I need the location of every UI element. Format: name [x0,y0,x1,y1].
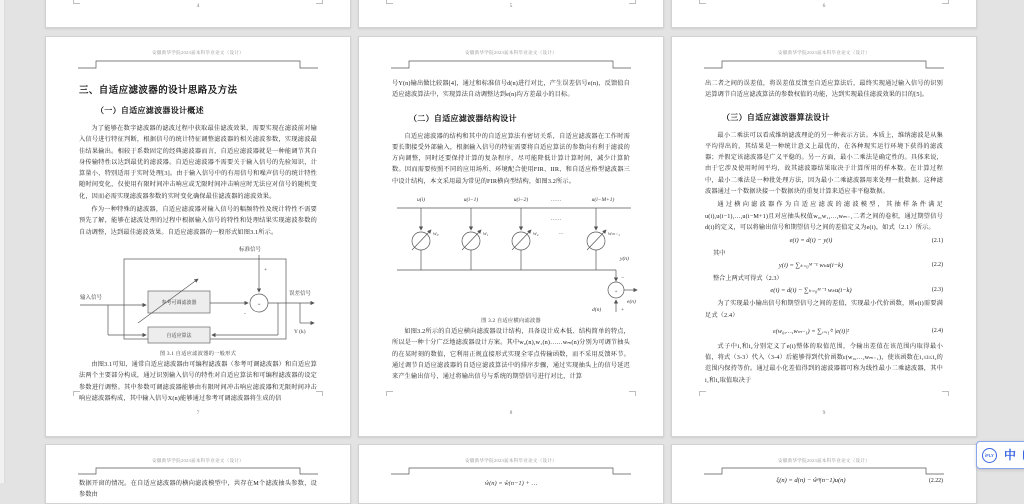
input-signal-label: 输入信号 [80,294,103,301]
formula: e(i) = d(i) − y(i) [789,237,833,245]
ime-chinese-mode-button[interactable]: 中 [1004,448,1017,462]
page-10-top[interactable] [45,444,351,504]
weight-w2-label: w₂ [533,231,539,238]
dots-mid: …… [550,216,562,223]
plus-sign: + [621,307,625,314]
formula: y(i) = ∑ₖ₌₀ᴹ⁻¹ wₖu(i−k) [778,262,844,270]
minus-sign: − [621,275,625,282]
text-boundary-mark [73,0,80,4]
page-header: 安徽新华学院2023届本科毕业论文（设计） [465,458,557,463]
page-11-top[interactable] [358,444,664,504]
reference-signal-label: 标准信号 [238,246,262,253]
page-header: 安徽新华学院2023届本科毕业论文（设计） [778,458,870,463]
equation-2-4[interactable] [705,327,943,335]
weight-wM-label: wₘ₋₁ [608,231,620,238]
formula-fragment[interactable]: ŵ(n) = ŵ(n−1) + … [484,480,538,486]
text-boundary-mark [942,0,949,4]
text-boundary-mark [316,0,323,4]
adjustable-filter-box-label: 参考可调滤波器 [161,300,197,306]
text-boundary-mark [386,391,393,396]
page-number: 8 [509,410,513,416]
section-heading[interactable]: （二）自适应滤波器结构设计 [409,113,517,123]
equation-number: (2.22) [928,477,943,484]
paragraph[interactable]: 如图3.2所示的自适应横向滤波器设计结构，具备设计成本低、结构简单的特点，所以是一种十分广泛地滤波器设计方案。其中w₀(n),w₁(n)……wₘ(n)分别为可调节抽头的在某时刻的数值，它利用正规直接形式实现全零点传输函数，而不采用反馈环节。通过调节自适应滤波器的自适应滤波算法中的排序步骤，通过实现抽头上的信号延迟来产生输出信号，通过将输出信号与系统的期望信号进行对比，计算 [392,328,630,381]
page-number: 5 [509,3,513,9]
formula: ε(w₀,…,wₘ₋₁) = ∑ᵢ₌ᵢ₁ⁱ² |e(i)|² [773,327,849,335]
y-n-label: y(n) [620,256,629,263]
tap-uM-label: u(i−M+1) [591,197,615,204]
page-7[interactable] [45,36,351,437]
e-n-label: e(n) [627,299,636,306]
text-boundary-mark [942,391,949,396]
figure-3-2-transversal-filter-diagram[interactable] [391,192,636,314]
inline-text[interactable]: 整合上两式可得式（2.3） [713,275,783,283]
page-header: 安徽新华学院2023届本科毕业论文（设计） [152,458,244,463]
page-4-bottom[interactable] [45,0,351,28]
page-6-bottom[interactable] [671,0,977,28]
error-signal-label: 误差信号 [289,290,312,297]
tap-dots: …… [550,197,562,204]
paragraph[interactable]: 通过横向滤波器作为自适应滤波的滤波模型，其抽样条件满足u(i),u(i−1),…,u(i−M+1)且对应抽头权值w₀,w₁,…,wₘ₋₁二者之间的卷积，通过期望信号d(i)的定义，可以将输出信号和期望信号之间的差值定义为e(i)，如式（2.1）所示。 [705,201,943,231]
dots-low: … [558,230,564,237]
inline-text[interactable]: 其中 [713,250,726,258]
page-12-top[interactable] [671,444,977,504]
figure-3-1-adaptive-filter-diagram[interactable] [78,243,318,347]
paragraph[interactable]: 号Y(n)输出做比较器[4]，通过和标准信号d(n)进行对比，产生误差信号e(n)，反馈值自适应滤波算法中，实现算法自动调整达到e(n)均方差最小的目标。 [392,80,630,99]
page-number: 4 [196,3,200,9]
paragraph[interactable]: 为了实现最小输出信号和期望信号之间的差值，实现最小代价函数，则e(i)需要满足式（2.4） [705,300,943,319]
header-rule [78,466,318,476]
weight-w1-label: w₁ [483,231,489,238]
summing-node: + [257,301,261,308]
text-boundary-mark [629,391,636,396]
header-rule [704,58,944,72]
ime-logo-text: iFLY [985,452,994,458]
paragraph[interactable]: 由图3.1可知，通常自适应滤波器由可编程滤波器（参考可调滤波器）和自适应算法两个主要部分构成，通过识别输入信号的特性对自适应算法和可编程滤波器的设定参数进行调整。其中参数可调滤波器能够由有限时间冲击响应滤波器和无限时间冲击响应滤波器构成，其中输入信号X(n)能够通过参考可调滤波器将生成的信 [79,360,317,402]
equation-2-1[interactable] [705,237,943,244]
paragraph[interactable]: 最小二乘法可以看成维纳滤波理论的另一种表示方法。本质上，维纳滤波是从集平均得出的，其结果是一种统计意义上最优的，在各种现实运行环境下获得的滤波器；并假定该滤波器是广义平稳的。另一方面，最小二乘法是确定性的。具体来说，由于它涉及使用时间平均，故其滤波器结果取决于计算所用的样本数。在计算过程中，最小二乘法是一种批处理方法，因为最小二乘滤波器用来处理一批数据。这种滤波器通过一个数据块接一个数据块的重复计算来适应非平稳数据。 [705,131,943,196]
header-rule [704,466,944,476]
page-8[interactable] [358,36,664,437]
page-number: 6 [822,3,826,9]
page-9[interactable] [671,36,977,437]
figure-caption: 图 3.1 自适应滤波器的一般形式 [159,350,237,357]
page-header: 安徽新华学院2023届本科毕业论文（设计） [152,50,244,55]
tap-u2-label: u(i−2) [513,197,529,204]
header-rule [391,58,631,72]
paragraph[interactable]: 自适应滤波器的结构和其中的自适应算法有密切关系，自适应滤波器在工作时需要长期接受外部输入，根据输入信号的特征需要将自适应算法的参数向有利于滤波的方向调整，同时还要保持计算的复杂程序，尽可能降低计算计算时间，减少计算阶数。因而需要按照不同的应用场所、环境配合使用FIR、IIR、和自适应格型滤波器三中设计结构，本文采用最为常见的FIR横向型结构，如图3.2所示。 [392,132,630,185]
plus-sign: + [264,266,268,273]
header-rule [78,58,318,72]
page-header: 安徽新华学院2023届本科毕业论文（设计） [465,50,557,55]
equation-2-2[interactable] [705,261,943,269]
ime-logo-icon[interactable] [982,448,997,463]
ime-toolbar[interactable] [976,441,1024,469]
summing-node: + [614,289,618,296]
tap-u1-label: u(i−1) [463,197,479,204]
page-header: 安徽新华学院2023届本科毕业论文（设计） [778,50,870,55]
adaptive-algorithm-box-label: 自适应算法 [166,333,192,339]
formula: ξ(n) = d(n) − ŵᴴ(n−1)u(n) [776,477,846,484]
equation-2-3[interactable] [705,286,943,294]
text-boundary-mark [316,391,323,396]
equation-number: (2.3) [931,287,943,294]
paragraph[interactable]: 出二者之间的误差值，将误差值反馈至自适应算法后，最终实现通过输入信号的识别运算调节自适应滤波算法的参数权值的功能，达到实现最佳滤波效果的目的[5]。 [705,80,943,99]
section-heading[interactable]: （三）自适应滤波器算法设计 [722,112,830,122]
paragraph[interactable]: 数据开窗的情况。在自适应滤波器的横向滤波模型中，共存在M个滤波抽头参数，设参数由 [79,480,317,499]
page-5-bottom[interactable] [358,0,664,28]
chapter-title[interactable]: 三、自适应滤波器的设计思路及方法 [79,85,238,96]
left-pane-edge [0,0,5,483]
weight-w0-label: w₀ [433,231,439,238]
page-number: 7 [196,410,200,416]
text-boundary-mark [73,391,80,396]
equation-number: (2.2) [931,262,943,269]
section-heading[interactable]: （一）自适应滤波器设计概述 [96,106,204,115]
text-boundary-mark [629,0,636,4]
paragraph[interactable]: 为了能够在数字滤波器的滤波过程中获取最佳滤波效果，需要实现在滤波前对输入信号进行特征判断，根据信号的统计特征调整滤波器的相关滤波参数，实现滤波最佳结果输出。相较于系数固定的经典滤波器而言，自适应滤波器就是一种能调节其自身传输特性以达到最优的滤波器。自适应滤波器不需要关于输入信号的先验知识，计算量小，特别适用于实时处理[3]。由于输入信号中的有用信号和噪声信号的统计特性随时间变化，仅使用有限时间冲击响应或无限时间冲击响应时无法应对信号的随机变化，因而必需实现滤波器参数的实时变化确保最佳滤波器的滤波效果。 [79,125,317,200]
d-n-label: d(n) [592,307,602,314]
text-boundary-mark [699,391,706,396]
formula: e(i) = d(i) − ∑ₖ₌₀ᴹ⁻¹ wₖu(i−k) [770,287,852,295]
minus-sign: - [244,310,246,317]
text-boundary-mark [386,0,393,4]
equation-number: (2.4) [931,327,943,334]
page-number: 9 [822,410,826,416]
output-yk-label: Y (k) [294,328,306,335]
paragraph[interactable]: 式子中i₁和i₂分别定义了e(i)整体的取值范围，令输出差值在该范围内取得最小值，将式（3-3）代入（3-4）后能够得到代价函数ε(w₀,…,wₘ₋₁)，使该函数在i₁≤i≤i₂的范围内保持等价。通过最小化差值得到的滤波器都可称为线性最小二乘滤波器，其中i₁和i₂取值取决于 [705,342,943,384]
equation-number: (2.1) [931,237,943,244]
header-rule [391,466,631,476]
paragraph[interactable]: 作为一种特殊的滤波器，自适应滤波器对输入信号的幅频特性及统计特性不需要预先了解，能够在滤波处理的过程中根据输入信号的特性和处理结果实现滤波参数的自动调整，达到最佳滤波效果。自适应滤波器的一般形式如图3.1所示。 [79,206,317,236]
text-boundary-mark [699,0,706,4]
tap-u0-label: u(i) [417,197,425,204]
figure-caption: 图 3.2 自适应横向滤波器 [481,318,541,325]
